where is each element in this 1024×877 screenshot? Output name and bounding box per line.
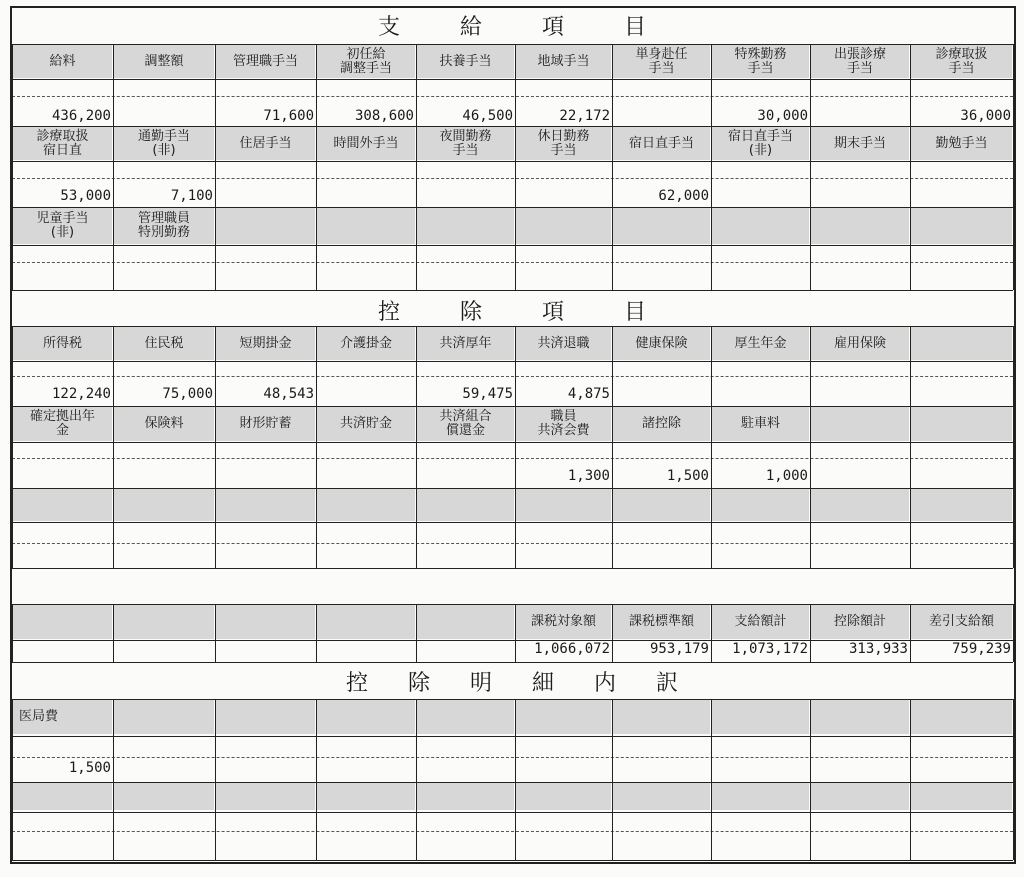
payment-row2-header: 通勤手当 (非) — [114, 127, 214, 160]
totals-header: 支給額計 — [712, 605, 809, 639]
deduction-row2-header: 財形貯蓄 — [216, 407, 315, 441]
outer-frame — [10, 6, 1016, 864]
payment-row2-header: 勤勉手当 — [911, 127, 1012, 160]
totals-header: 控除額計 — [811, 605, 909, 639]
payment-row1-value: 30,000 — [757, 108, 808, 124]
payment-row2-header: 診療取扱 宿日直 — [13, 127, 112, 160]
payment-row1-header: 管理職手当 — [216, 45, 315, 78]
payment-row1-header: 特殊勤務 手当 — [712, 45, 809, 78]
title-char: 控 — [345, 670, 368, 696]
detail-header-medical-office-fee: 医局費 — [13, 700, 112, 734]
title-char: 項 — [542, 299, 565, 325]
deduction-row2-header: 保険料 — [114, 407, 214, 441]
payment-row2-header: 住居手当 — [216, 127, 315, 160]
deduction-row1-value: 4,875 — [567, 386, 610, 402]
totals-value: 759,239 — [951, 641, 1011, 657]
deduction-row1-header: 雇用保険 — [811, 327, 909, 360]
payment-row1-value: 436,200 — [51, 108, 111, 124]
title-char: 支 — [377, 14, 400, 40]
totals-value: 953,179 — [649, 641, 709, 657]
deduction-row1-header: 共済退職 — [516, 327, 611, 360]
deduction-row2-value: 1,300 — [567, 468, 610, 484]
deduction-row1-header: 所得税 — [13, 327, 112, 360]
payment-row3-header: 児童手当 (非) — [13, 208, 112, 244]
payment-row1-header: 地域手当 — [516, 45, 611, 78]
payment-row1-header: 給料 — [13, 45, 112, 78]
payment-row2-value: 53,000 — [60, 188, 111, 204]
detail-value: 1,500 — [68, 760, 111, 776]
payment-row1-header: 調整額 — [114, 45, 214, 78]
deduction-row2-header: 諸控除 — [613, 407, 710, 441]
totals-header: 課税対象額 — [516, 605, 611, 639]
payment-row3-header: 管理職員 特別勤務 — [114, 208, 214, 244]
deduction-row1-header: 介護掛金 — [317, 327, 415, 360]
payment-row1-header: 診療取扱 手当 — [911, 45, 1012, 78]
title-char: 明 — [469, 670, 492, 696]
deduction-row2-header: 駐車料 — [712, 407, 809, 441]
deduction-row1-header: 短期掛金 — [216, 327, 315, 360]
deduction-row1-header: 共済厚年 — [417, 327, 514, 360]
payment-row1-header: 扶養手当 — [417, 45, 514, 78]
payment-row1-header: 初任給 調整手当 — [317, 45, 415, 78]
deduction-row1-value: 75,000 — [162, 386, 213, 402]
totals-value: 313,933 — [848, 641, 908, 657]
deduction-row1-header: 住民税 — [114, 327, 214, 360]
payment-row2-value: 62,000 — [658, 188, 709, 204]
payment-row2-header: 宿日直手当 (非) — [712, 127, 809, 160]
payment-row1-header: 単身赴任 手当 — [613, 45, 710, 78]
payment-row1-value: 22,172 — [559, 108, 610, 124]
title-char: 内 — [594, 670, 617, 696]
payment-row2-value: 7,100 — [170, 188, 213, 204]
payment-row2-header: 夜間勤務 手当 — [417, 127, 514, 160]
payment-row1-value: 36,000 — [960, 108, 1011, 124]
payment-row2-header: 時間外手当 — [317, 127, 415, 160]
deduction-row1-header: 厚生年金 — [712, 327, 809, 360]
payment-row2-header: 宿日直手当 — [613, 127, 710, 160]
totals-value: 1,073,172 — [732, 641, 808, 657]
title-char: 控 — [377, 299, 400, 325]
deduction-row2-header: 共済組合 償還金 — [417, 407, 514, 441]
title-char: 項 — [542, 14, 565, 40]
title-char: 訳 — [656, 670, 679, 696]
totals-header: 差引支給額 — [911, 605, 1012, 639]
title-char: 給 — [459, 14, 482, 40]
payment-row2-header: 休日勤務 手当 — [516, 127, 611, 160]
payment-row1-value: 71,600 — [263, 108, 314, 124]
title-char: 目 — [624, 14, 647, 40]
deduction-row2-header: 確定拠出年 金 — [13, 407, 112, 441]
title-char: 目 — [624, 299, 647, 325]
totals-value: 1,066,072 — [534, 641, 610, 657]
payment-row1-value: 308,600 — [354, 108, 414, 124]
payment-row1-value: 46,500 — [462, 108, 513, 124]
deduction-row1-value: 122,240 — [51, 386, 111, 402]
deduction-row1-header: 健康保険 — [613, 327, 710, 360]
totals-header: 課税標準額 — [613, 605, 710, 639]
deduction-row2-value: 1,000 — [765, 468, 808, 484]
deduction-row2-value: 1,500 — [666, 468, 709, 484]
title-char: 除 — [459, 299, 482, 325]
payment-row1-header: 出張診療 手当 — [811, 45, 909, 78]
deduction-row1-value: 59,475 — [462, 386, 513, 402]
deduction-row2-header: 共済貯金 — [317, 407, 415, 441]
payment-row2-header: 期末手当 — [811, 127, 909, 160]
deduction-row1-value: 48,543 — [263, 386, 314, 402]
title-char: 除 — [407, 670, 430, 696]
title-char: 細 — [532, 670, 555, 696]
deduction-row2-header: 職員 共済会費 — [516, 407, 611, 441]
